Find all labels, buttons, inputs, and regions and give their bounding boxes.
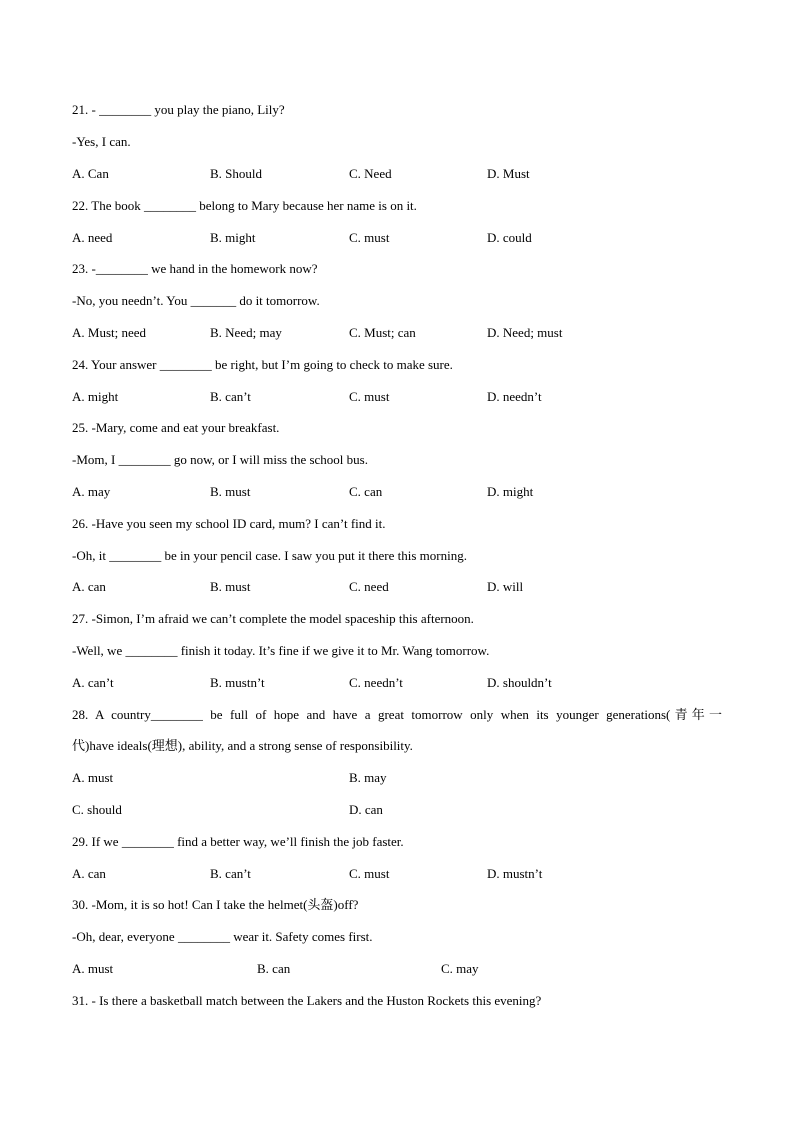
question-21-option-d: D. Must <box>487 166 530 181</box>
question-27-response: -Well, we ________ finish it today. It’s fine if we give it to Mr. Wang tomorrow. <box>72 643 490 658</box>
question-21-option-a: A. Can <box>72 166 109 181</box>
question-30-option-c: C. may <box>441 961 479 976</box>
question-24-option-d: D. needn’t <box>487 389 542 404</box>
question-26-response: -Oh, it ________ be in your pencil case. I saw you put it there this morning. <box>72 548 467 563</box>
question-28-option-d: D. can <box>349 802 383 817</box>
question-27-option-c: C. needn’t <box>349 675 403 690</box>
question-24-option-b: B. can’t <box>210 389 251 404</box>
question-23-option-c: C. Must; can <box>349 325 416 340</box>
question-25-response: -Mom, I ________ go now, or I will miss the school bus. <box>72 452 368 467</box>
question-23-option-a: A. Must; need <box>72 325 147 340</box>
question-29-option-a: A. can <box>72 866 106 881</box>
question-21-stem: 21. - ________ you play the piano, Lily? <box>72 102 285 117</box>
question-27-option-d: D. shouldn’t <box>487 675 552 690</box>
question-23-stem: 23. -________ we hand in the homework now? <box>72 261 318 276</box>
question-24-option-c: C. must <box>349 389 390 404</box>
question-30-stem: 30. -Mom, it is so hot! Can I take the helmet(头盔)off? <box>72 897 359 912</box>
question-25-stem: 25. -Mary, come and eat your breakfast. <box>72 420 280 435</box>
question-28-stem: 28. A country________ be full of hope and have a great tomorrow only when its younger generations(青年一 <box>72 707 722 722</box>
question-25-option-a: A. may <box>72 484 111 499</box>
question-21-option-b: B. Should <box>210 166 263 181</box>
question-24-option-a: A. might <box>72 389 119 404</box>
question-21-option-c: C. Need <box>349 166 392 181</box>
question-26-option-c: C. need <box>349 579 389 594</box>
question-27-option-a: A. can’t <box>72 675 114 690</box>
question-30-option-a: A. must <box>72 961 114 976</box>
question-31-stem: 31. - Is there a basketball match between the Lakers and the Huston Rockets this evening? <box>72 993 542 1008</box>
question-25-option-b: B. must <box>210 484 251 499</box>
question-28-option-b: B. may <box>349 770 387 785</box>
question-22-option-b: B. might <box>210 230 256 245</box>
question-22-option-a: A. need <box>72 230 113 245</box>
question-22-stem: 22. The book ________ belong to Mary because her name is on it. <box>72 198 417 213</box>
question-22-option-c: C. must <box>349 230 390 245</box>
question-26-option-d: D. will <box>487 579 524 594</box>
question-27-option-b: B. mustn’t <box>210 675 265 690</box>
question-29-option-d: D. mustn’t <box>487 866 543 881</box>
question-23-response: -No, you needn’t. You _______ do it tomorrow. <box>72 293 320 308</box>
question-30-response: -Oh, dear, everyone ________ wear it. Safety comes first. <box>72 929 373 944</box>
question-26-stem: 26. -Have you seen my school ID card, mum? I can’t find it. <box>72 516 386 531</box>
question-29-option-c: C. must <box>349 866 390 881</box>
question-27-stem: 27. -Simon, I’m afraid we can’t complete the model spaceship this afternoon. <box>72 611 474 626</box>
question-28-option-a: A. must <box>72 770 114 785</box>
question-29-option-b: B. can’t <box>210 866 251 881</box>
question-28-option-c: C. should <box>72 802 122 817</box>
question-28-stem-continued: 代)have ideals(理想), ability, and a strong sense of responsibility. <box>72 738 413 753</box>
question-23-option-d: D. Need; must <box>487 325 563 340</box>
question-26-option-a: A. can <box>72 579 106 594</box>
question-23-option-b: B. Need; may <box>210 325 282 340</box>
question-26-option-b: B. must <box>210 579 251 594</box>
question-22-option-d: D. could <box>487 230 532 245</box>
question-25-option-d: D. might <box>487 484 534 499</box>
question-24-stem: 24. Your answer ________ be right, but I’m going to check to make sure. <box>72 357 453 372</box>
question-29-stem: 29. If we ________ find a better way, we’ll finish the job faster. <box>72 834 404 849</box>
question-30-option-b: B. can <box>257 961 291 976</box>
question-21-response: -Yes, I can. <box>72 134 131 149</box>
question-25-option-c: C. can <box>349 484 383 499</box>
